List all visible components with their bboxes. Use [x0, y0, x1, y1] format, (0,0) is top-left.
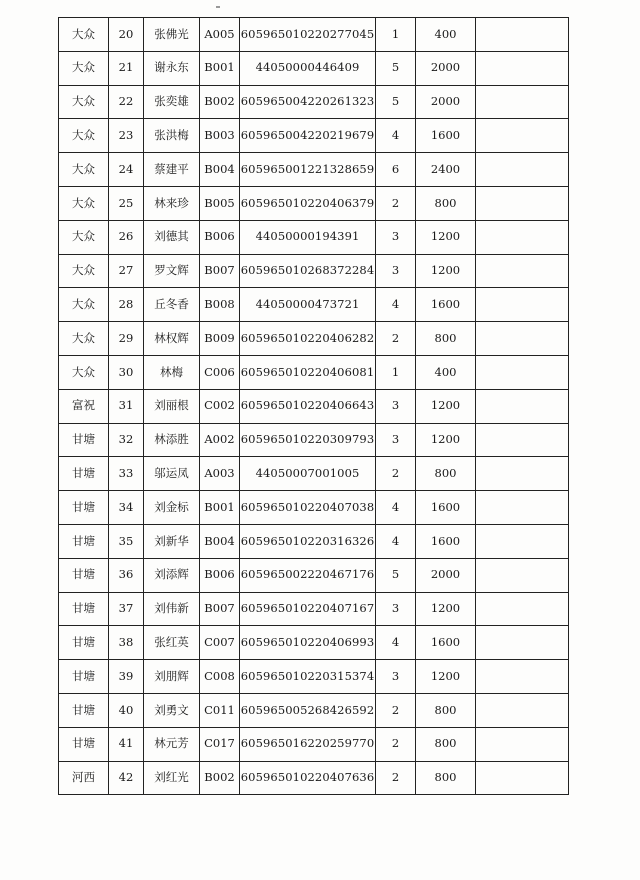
village-cell: 大众 [59, 153, 109, 187]
village-cell: 甘塘 [59, 491, 109, 525]
blank-cell [476, 761, 569, 795]
quantity-cell: 1 [376, 18, 416, 52]
blank-cell [476, 457, 569, 491]
code-cell: B007 [200, 254, 240, 288]
amount-cell: 800 [416, 727, 476, 761]
village-cell: 大众 [59, 186, 109, 220]
village-cell: 大众 [59, 254, 109, 288]
account-number-cell: 605965010220406379 [240, 186, 376, 220]
account-number-cell: 605965001221328659 [240, 153, 376, 187]
village-cell: 河西 [59, 761, 109, 795]
quantity-cell: 2 [376, 322, 416, 356]
quantity-cell: 3 [376, 660, 416, 694]
name-cell: 谢永东 [144, 51, 200, 85]
scan-speck [216, 6, 220, 8]
table-row [59, 558, 569, 592]
village-cell: 甘塘 [59, 592, 109, 626]
village-cell: 大众 [59, 288, 109, 322]
serial-number-cell: 30 [109, 355, 144, 389]
table-row [59, 288, 569, 322]
village-cell: 甘塘 [59, 558, 109, 592]
village-cell: 甘塘 [59, 626, 109, 660]
account-number-cell: 605965004220219679 [240, 119, 376, 153]
village-cell: 甘塘 [59, 693, 109, 727]
serial-number-cell: 25 [109, 186, 144, 220]
table-row [59, 119, 569, 153]
name-cell: 刘新华 [144, 524, 200, 558]
serial-number-cell: 40 [109, 693, 144, 727]
code-cell: A002 [200, 423, 240, 457]
code-cell: B003 [200, 119, 240, 153]
serial-number-cell: 37 [109, 592, 144, 626]
name-cell: 蔡建平 [144, 153, 200, 187]
table-row [59, 85, 569, 119]
village-cell: 大众 [59, 322, 109, 356]
serial-number-cell: 23 [109, 119, 144, 153]
village-cell: 大众 [59, 51, 109, 85]
blank-cell [476, 491, 569, 525]
name-cell: 刘朋辉 [144, 660, 200, 694]
name-cell: 林来珍 [144, 186, 200, 220]
code-cell: B004 [200, 153, 240, 187]
blank-cell [476, 186, 569, 220]
account-number-cell: 605965010268372284 [240, 254, 376, 288]
quantity-cell: 3 [376, 423, 416, 457]
name-cell: 张佛光 [144, 18, 200, 52]
amount-cell: 1200 [416, 254, 476, 288]
account-number-cell: 44050000194391 [240, 220, 376, 254]
table-row [59, 355, 569, 389]
account-number-cell: 605965010220315374 [240, 660, 376, 694]
code-cell: C002 [200, 389, 240, 423]
quantity-cell: 4 [376, 119, 416, 153]
code-cell: B005 [200, 186, 240, 220]
blank-cell [476, 119, 569, 153]
amount-cell: 1200 [416, 660, 476, 694]
village-cell: 甘塘 [59, 423, 109, 457]
quantity-cell: 4 [376, 626, 416, 660]
quantity-cell: 5 [376, 85, 416, 119]
name-cell: 刘德其 [144, 220, 200, 254]
quantity-cell: 4 [376, 524, 416, 558]
name-cell: 刘丽根 [144, 389, 200, 423]
serial-number-cell: 27 [109, 254, 144, 288]
amount-cell: 1600 [416, 524, 476, 558]
name-cell: 刘金标 [144, 491, 200, 525]
blank-cell [476, 660, 569, 694]
amount-cell: 1200 [416, 423, 476, 457]
village-cell: 甘塘 [59, 524, 109, 558]
code-cell: B001 [200, 491, 240, 525]
blank-cell [476, 693, 569, 727]
account-number-cell: 605965002220467176 [240, 558, 376, 592]
amount-cell: 1600 [416, 119, 476, 153]
serial-number-cell: 39 [109, 660, 144, 694]
quantity-cell: 4 [376, 491, 416, 525]
quantity-cell: 3 [376, 389, 416, 423]
code-cell: B007 [200, 592, 240, 626]
blank-cell [476, 254, 569, 288]
account-number-cell: 605965010220406643 [240, 389, 376, 423]
amount-cell: 2000 [416, 85, 476, 119]
village-cell: 大众 [59, 85, 109, 119]
account-number-cell: 605965010220277045 [240, 18, 376, 52]
table-row [59, 491, 569, 525]
village-cell: 甘塘 [59, 727, 109, 761]
quantity-cell: 6 [376, 153, 416, 187]
code-cell: B008 [200, 288, 240, 322]
village-cell: 甘塘 [59, 660, 109, 694]
table-row [59, 727, 569, 761]
code-cell: B001 [200, 51, 240, 85]
name-cell: 刘红光 [144, 761, 200, 795]
roster-table [58, 17, 569, 795]
table-row [59, 322, 569, 356]
amount-cell: 1200 [416, 220, 476, 254]
code-cell: B006 [200, 220, 240, 254]
blank-cell [476, 220, 569, 254]
blank-cell [476, 389, 569, 423]
amount-cell: 800 [416, 186, 476, 220]
name-cell: 刘添辉 [144, 558, 200, 592]
village-cell: 甘塘 [59, 457, 109, 491]
quantity-cell: 2 [376, 457, 416, 491]
blank-cell [476, 355, 569, 389]
name-cell: 林元芳 [144, 727, 200, 761]
blank-cell [476, 288, 569, 322]
amount-cell: 2400 [416, 153, 476, 187]
code-cell: C007 [200, 626, 240, 660]
quantity-cell: 5 [376, 558, 416, 592]
name-cell: 邬运凤 [144, 457, 200, 491]
account-number-cell: 605965005268426592 [240, 693, 376, 727]
serial-number-cell: 22 [109, 85, 144, 119]
name-cell: 林梅 [144, 355, 200, 389]
amount-cell: 1200 [416, 389, 476, 423]
roster-body [59, 18, 569, 795]
table-row [59, 660, 569, 694]
blank-cell [476, 18, 569, 52]
blank-cell [476, 626, 569, 660]
amount-cell: 1200 [416, 592, 476, 626]
account-number-cell: 44050000446409 [240, 51, 376, 85]
code-cell: C006 [200, 355, 240, 389]
village-cell: 富祝 [59, 389, 109, 423]
account-number-cell: 605965004220261323 [240, 85, 376, 119]
table-row [59, 51, 569, 85]
amount-cell: 1600 [416, 626, 476, 660]
quantity-cell: 1 [376, 355, 416, 389]
quantity-cell: 2 [376, 186, 416, 220]
code-cell: A003 [200, 457, 240, 491]
name-cell: 丘冬香 [144, 288, 200, 322]
serial-number-cell: 20 [109, 18, 144, 52]
amount-cell: 1600 [416, 491, 476, 525]
code-cell: A005 [200, 18, 240, 52]
blank-cell [476, 51, 569, 85]
village-cell: 大众 [59, 355, 109, 389]
table-row [59, 761, 569, 795]
code-cell: C017 [200, 727, 240, 761]
serial-number-cell: 32 [109, 423, 144, 457]
serial-number-cell: 31 [109, 389, 144, 423]
blank-cell [476, 558, 569, 592]
code-cell: B002 [200, 761, 240, 795]
table-row [59, 186, 569, 220]
blank-cell [476, 322, 569, 356]
quantity-cell: 3 [376, 254, 416, 288]
table-row [59, 389, 569, 423]
name-cell: 刘伟新 [144, 592, 200, 626]
serial-number-cell: 41 [109, 727, 144, 761]
amount-cell: 800 [416, 761, 476, 795]
table-row [59, 423, 569, 457]
blank-cell [476, 85, 569, 119]
name-cell: 张奕雄 [144, 85, 200, 119]
serial-number-cell: 33 [109, 457, 144, 491]
name-cell: 林添胜 [144, 423, 200, 457]
quantity-cell: 2 [376, 727, 416, 761]
blank-cell [476, 153, 569, 187]
table-row [59, 626, 569, 660]
blank-cell [476, 727, 569, 761]
account-number-cell: 605965010220309793 [240, 423, 376, 457]
name-cell: 林权辉 [144, 322, 200, 356]
amount-cell: 400 [416, 18, 476, 52]
amount-cell: 800 [416, 693, 476, 727]
serial-number-cell: 38 [109, 626, 144, 660]
blank-cell [476, 423, 569, 457]
quantity-cell: 5 [376, 51, 416, 85]
table-row [59, 254, 569, 288]
amount-cell: 800 [416, 322, 476, 356]
serial-number-cell: 42 [109, 761, 144, 795]
code-cell: B009 [200, 322, 240, 356]
account-number-cell: 44050007001005 [240, 457, 376, 491]
serial-number-cell: 34 [109, 491, 144, 525]
account-number-cell: 605965010220406993 [240, 626, 376, 660]
village-cell: 大众 [59, 119, 109, 153]
blank-cell [476, 524, 569, 558]
code-cell: C008 [200, 660, 240, 694]
table-row [59, 592, 569, 626]
code-cell: B004 [200, 524, 240, 558]
serial-number-cell: 36 [109, 558, 144, 592]
account-number-cell: 44050000473721 [240, 288, 376, 322]
account-number-cell: 605965010220407038 [240, 491, 376, 525]
village-cell: 大众 [59, 220, 109, 254]
serial-number-cell: 24 [109, 153, 144, 187]
blank-cell [476, 592, 569, 626]
amount-cell: 400 [416, 355, 476, 389]
name-cell: 张洪梅 [144, 119, 200, 153]
table-row [59, 457, 569, 491]
quantity-cell: 4 [376, 288, 416, 322]
code-cell: B006 [200, 558, 240, 592]
quantity-cell: 3 [376, 592, 416, 626]
name-cell: 罗文辉 [144, 254, 200, 288]
account-number-cell: 605965016220259770 [240, 727, 376, 761]
account-number-cell: 605965010220407636 [240, 761, 376, 795]
code-cell: B002 [200, 85, 240, 119]
name-cell: 张红英 [144, 626, 200, 660]
account-number-cell: 605965010220316326 [240, 524, 376, 558]
serial-number-cell: 21 [109, 51, 144, 85]
serial-number-cell: 26 [109, 220, 144, 254]
serial-number-cell: 28 [109, 288, 144, 322]
amount-cell: 2000 [416, 558, 476, 592]
serial-number-cell: 29 [109, 322, 144, 356]
amount-cell: 2000 [416, 51, 476, 85]
quantity-cell: 2 [376, 693, 416, 727]
amount-cell: 1600 [416, 288, 476, 322]
quantity-cell: 2 [376, 761, 416, 795]
code-cell: C011 [200, 693, 240, 727]
village-cell: 大众 [59, 18, 109, 52]
name-cell: 刘勇文 [144, 693, 200, 727]
account-number-cell: 605965010220407167 [240, 592, 376, 626]
table-row [59, 153, 569, 187]
amount-cell: 800 [416, 457, 476, 491]
quantity-cell: 3 [376, 220, 416, 254]
account-number-cell: 605965010220406282 [240, 322, 376, 356]
table-row [59, 220, 569, 254]
table-row [59, 18, 569, 52]
table-row [59, 524, 569, 558]
serial-number-cell: 35 [109, 524, 144, 558]
account-number-cell: 605965010220406081 [240, 355, 376, 389]
table-row [59, 693, 569, 727]
